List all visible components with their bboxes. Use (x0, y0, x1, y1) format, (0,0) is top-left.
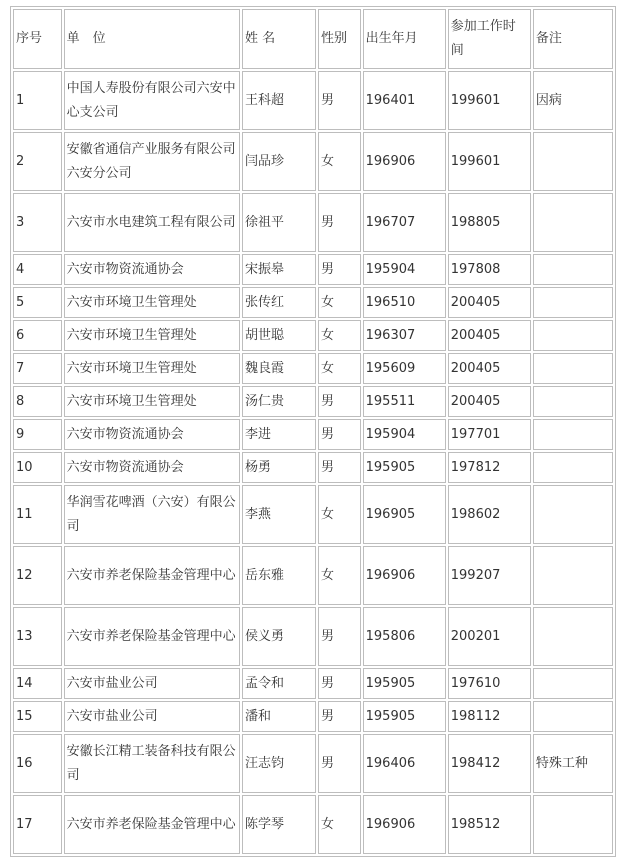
cell-work: 198412 (448, 734, 531, 793)
cell-note (533, 701, 613, 732)
cell-work: 198112 (448, 701, 531, 732)
cell-note (533, 419, 613, 450)
cell-unit: 六安市养老保险基金管理中心 (64, 546, 240, 605)
cell-name: 侯义勇 (242, 607, 316, 666)
cell-note (533, 287, 613, 318)
cell-work: 197808 (448, 254, 531, 285)
cell-no: 13 (13, 607, 62, 666)
cell-work: 200405 (448, 386, 531, 417)
header-unit: 单 位 (64, 9, 240, 69)
cell-birth: 195905 (363, 701, 446, 732)
cell-note (533, 353, 613, 384)
cell-birth: 196510 (363, 287, 446, 318)
cell-note: 因病 (533, 71, 613, 130)
table-row (13, 546, 613, 605)
cell-name: 孟令和 (242, 668, 316, 699)
table-row (13, 701, 613, 732)
cell-birth: 195609 (363, 353, 446, 384)
header-birth: 出生年月 (363, 9, 446, 69)
cell-sex: 女 (318, 353, 361, 384)
cell-name: 王科超 (242, 71, 316, 130)
cell-sex: 男 (318, 193, 361, 252)
cell-unit: 六安市物资流通协会 (64, 452, 240, 483)
cell-unit: 六安市盐业公司 (64, 668, 240, 699)
cell-birth: 196906 (363, 546, 446, 605)
retirement-roster-table (10, 6, 616, 857)
cell-note (533, 452, 613, 483)
cell-name: 杨勇 (242, 452, 316, 483)
cell-no: 17 (13, 795, 62, 854)
cell-work: 197812 (448, 452, 531, 483)
cell-name: 徐祖平 (242, 193, 316, 252)
cell-note (533, 254, 613, 285)
cell-no: 5 (13, 287, 62, 318)
cell-note (533, 193, 613, 252)
cell-note (533, 795, 613, 854)
cell-unit: 六安市环境卫生管理处 (64, 287, 240, 318)
header-no: 序号 (13, 9, 62, 69)
cell-sex: 女 (318, 287, 361, 318)
cell-no: 12 (13, 546, 62, 605)
header-sex: 性别 (318, 9, 361, 69)
cell-birth: 195905 (363, 668, 446, 699)
cell-name: 闫品珍 (242, 132, 316, 191)
cell-work: 199207 (448, 546, 531, 605)
cell-note (533, 607, 613, 666)
cell-work: 199601 (448, 71, 531, 130)
table-row (13, 734, 613, 793)
cell-unit: 安徽长江精工装备科技有限公司 (64, 734, 240, 793)
cell-name: 汪志钧 (242, 734, 316, 793)
cell-name: 魏良霞 (242, 353, 316, 384)
cell-unit: 安徽省通信产业服务有限公司六安分公司 (64, 132, 240, 191)
cell-name: 李燕 (242, 485, 316, 544)
cell-sex: 男 (318, 452, 361, 483)
cell-unit: 六安市养老保险基金管理中心 (64, 795, 240, 854)
cell-birth: 196406 (363, 734, 446, 793)
cell-no: 6 (13, 320, 62, 351)
cell-unit: 六安市环境卫生管理处 (64, 386, 240, 417)
cell-no: 10 (13, 452, 62, 483)
table-row (13, 71, 613, 130)
cell-name: 宋振皋 (242, 254, 316, 285)
cell-work: 198512 (448, 795, 531, 854)
cell-sex: 女 (318, 795, 361, 854)
table-row (13, 353, 613, 384)
cell-no: 9 (13, 419, 62, 450)
cell-work: 199601 (448, 132, 531, 191)
cell-unit: 六安市环境卫生管理处 (64, 353, 240, 384)
table-row (13, 193, 613, 252)
cell-name: 胡世聪 (242, 320, 316, 351)
cell-unit: 华润雪花啤酒（六安）有限公司 (64, 485, 240, 544)
cell-work: 200405 (448, 320, 531, 351)
table-row (13, 452, 613, 483)
table-row (13, 386, 613, 417)
cell-birth: 195904 (363, 254, 446, 285)
cell-sex: 男 (318, 386, 361, 417)
cell-birth: 195806 (363, 607, 446, 666)
cell-unit: 六安市盐业公司 (64, 701, 240, 732)
cell-birth: 195904 (363, 419, 446, 450)
cell-note (533, 668, 613, 699)
table-row (13, 419, 613, 450)
cell-work: 200405 (448, 353, 531, 384)
cell-no: 4 (13, 254, 62, 285)
table-row (13, 132, 613, 191)
cell-sex: 男 (318, 734, 361, 793)
cell-name: 李进 (242, 419, 316, 450)
cell-sex: 女 (318, 485, 361, 544)
cell-work: 197701 (448, 419, 531, 450)
cell-unit: 六安市环境卫生管理处 (64, 320, 240, 351)
cell-birth: 195905 (363, 452, 446, 483)
cell-sex: 男 (318, 254, 361, 285)
table-row (13, 607, 613, 666)
cell-note (533, 320, 613, 351)
table-row (13, 668, 613, 699)
cell-no: 8 (13, 386, 62, 417)
cell-note: 特殊工种 (533, 734, 613, 793)
cell-birth: 195511 (363, 386, 446, 417)
cell-birth: 196307 (363, 320, 446, 351)
cell-no: 3 (13, 193, 62, 252)
table-row (13, 320, 613, 351)
cell-unit: 六安市物资流通协会 (64, 254, 240, 285)
table-row (13, 795, 613, 854)
cell-sex: 男 (318, 701, 361, 732)
cell-name: 岳东雅 (242, 546, 316, 605)
cell-name: 潘和 (242, 701, 316, 732)
table-row (13, 254, 613, 285)
cell-work: 198805 (448, 193, 531, 252)
cell-birth: 196906 (363, 795, 446, 854)
cell-sex: 男 (318, 419, 361, 450)
cell-no: 15 (13, 701, 62, 732)
table-row (13, 287, 613, 318)
cell-sex: 男 (318, 71, 361, 130)
cell-no: 16 (13, 734, 62, 793)
cell-name: 张传红 (242, 287, 316, 318)
cell-no: 14 (13, 668, 62, 699)
table-row (13, 485, 613, 544)
cell-note (533, 546, 613, 605)
cell-name: 汤仁贵 (242, 386, 316, 417)
cell-birth: 196401 (363, 71, 446, 130)
cell-birth: 196707 (363, 193, 446, 252)
header-work: 参加工作时间 (448, 9, 531, 69)
cell-sex: 女 (318, 132, 361, 191)
header-name: 姓 名 (242, 9, 316, 69)
cell-no: 11 (13, 485, 62, 544)
cell-sex: 男 (318, 607, 361, 666)
cell-note (533, 132, 613, 191)
cell-sex: 女 (318, 546, 361, 605)
cell-work: 200405 (448, 287, 531, 318)
cell-sex: 女 (318, 320, 361, 351)
cell-no: 7 (13, 353, 62, 384)
cell-note (533, 485, 613, 544)
cell-unit: 六安市养老保险基金管理中心 (64, 607, 240, 666)
header-row (13, 9, 613, 69)
cell-unit: 中国人寿股份有限公司六安中心支公司 (64, 71, 240, 130)
cell-unit: 六安市水电建筑工程有限公司 (64, 193, 240, 252)
cell-birth: 196906 (363, 132, 446, 191)
cell-birth: 196905 (363, 485, 446, 544)
cell-work: 198602 (448, 485, 531, 544)
cell-sex: 男 (318, 668, 361, 699)
cell-no: 1 (13, 71, 62, 130)
cell-unit: 六安市物资流通协会 (64, 419, 240, 450)
cell-name: 陈学琴 (242, 795, 316, 854)
cell-work: 200201 (448, 607, 531, 666)
cell-note (533, 386, 613, 417)
cell-no: 2 (13, 132, 62, 191)
header-note: 备注 (533, 9, 613, 69)
cell-work: 197610 (448, 668, 531, 699)
